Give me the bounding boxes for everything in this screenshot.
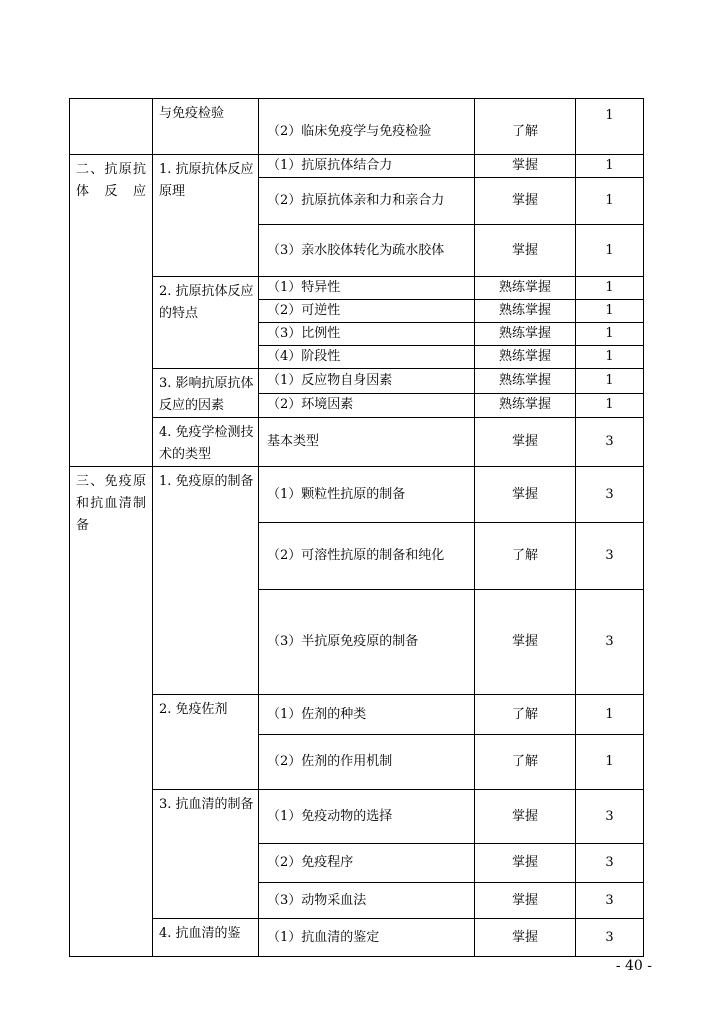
topic-cell: 1. 免疫原的制备 [153,467,259,695]
content-cell: （1）抗血清的鉴定 [259,919,475,957]
content-cell: （3）比例性 [259,323,475,346]
requirement-cell: 了解 [475,99,576,155]
topic-cell: 2. 免疫佐剂 [153,695,259,790]
topic-cell: 2. 抗原抗体反应的特点 [153,277,259,369]
requirement-cell: 熟练掌握 [475,323,576,346]
unit-cell: 二、抗原抗体反应 [70,155,153,467]
requirement-cell: 熟练掌握 [475,277,576,300]
requirement-cell: 掌握 [475,590,576,695]
unit-cell [70,99,153,155]
requirement-cell: 掌握 [475,844,576,883]
requirement-cell: 掌握 [475,418,576,467]
hours-cell: 3 [576,844,644,883]
content-cell: （2）免疫程序 [259,844,475,883]
requirement-cell: 掌握 [475,178,576,225]
content-cell: 基本类型 [259,418,475,467]
content-cell: （2）临床免疫学与免疫检验 [259,99,475,155]
requirement-cell: 掌握 [475,790,576,844]
hours-cell: 1 [576,99,644,155]
syllabus-table [69,98,644,957]
content-cell: （3）半抗原免疫原的制备 [259,590,475,695]
topic-cell: 4. 抗血清的鉴 [153,919,259,957]
hours-cell: 1 [576,346,644,369]
content-cell: （2）佐剂的作用机制 [259,735,475,790]
hours-cell: 3 [576,590,644,695]
requirement-cell: 掌握 [475,155,576,178]
table-row [70,418,644,467]
content-cell: （1）反应物自身因素 [259,369,475,394]
requirement-cell: 熟练掌握 [475,393,576,418]
topic-cell: 4. 免疫学检测技术的类型 [153,418,259,467]
table-row [70,695,644,735]
content-cell: （2）环境因素 [259,393,475,418]
requirement-cell: 掌握 [475,919,576,957]
table-row [70,467,644,523]
content-cell: （1）免疫动物的选择 [259,790,475,844]
hours-cell: 1 [576,369,644,394]
content-cell: （2）可逆性 [259,300,475,323]
topic-cell: 与免疫检验 [153,99,259,155]
content-cell: （2）抗原抗体亲和力和亲合力 [259,178,475,225]
topic-cell: 1. 抗原抗体反应原理 [153,155,259,277]
hours-cell: 3 [576,919,644,957]
hours-cell: 1 [576,225,644,277]
hours-cell: 1 [576,735,644,790]
hours-cell: 1 [576,300,644,323]
hours-cell: 3 [576,467,644,523]
table-row [70,277,644,300]
table-row [70,369,644,394]
unit-cell: 三、免疫原和抗血清制备 [70,467,153,957]
table-row [70,155,644,178]
hours-cell: 1 [576,323,644,346]
requirement-cell: 掌握 [475,225,576,277]
content-cell: （4）阶段性 [259,346,475,369]
table-row [70,919,644,957]
table-row [70,790,644,844]
requirement-cell: 熟练掌握 [475,300,576,323]
requirement-cell: 了解 [475,523,576,590]
requirement-cell: 熟练掌握 [475,369,576,394]
hours-cell: 1 [576,178,644,225]
content-cell: （1）颗粒性抗原的制备 [259,467,475,523]
table-row [70,99,644,155]
requirement-cell: 了解 [475,695,576,735]
requirement-cell: 掌握 [475,883,576,919]
hours-cell: 3 [576,883,644,919]
content-cell: （1）特异性 [259,277,475,300]
requirement-cell: 熟练掌握 [475,346,576,369]
page-number: - 40 - [615,958,652,974]
hours-cell: 1 [576,393,644,418]
topic-cell: 3. 影响抗原抗体反应的因素 [153,369,259,418]
requirement-cell: 了解 [475,735,576,790]
requirement-cell: 掌握 [475,467,576,523]
content-cell: （3）亲水胶体转化为疏水胶体 [259,225,475,277]
content-cell: （2）可溶性抗原的制备和纯化 [259,523,475,590]
hours-cell: 3 [576,523,644,590]
hours-cell: 1 [576,277,644,300]
content-cell: （1）抗原抗体结合力 [259,155,475,178]
content-cell: （3）动物采血法 [259,883,475,919]
hours-cell: 3 [576,790,644,844]
hours-cell: 1 [576,695,644,735]
hours-cell: 1 [576,155,644,178]
hours-cell: 3 [576,418,644,467]
topic-cell: 3. 抗血清的制备 [153,790,259,919]
content-cell: （1）佐剂的种类 [259,695,475,735]
